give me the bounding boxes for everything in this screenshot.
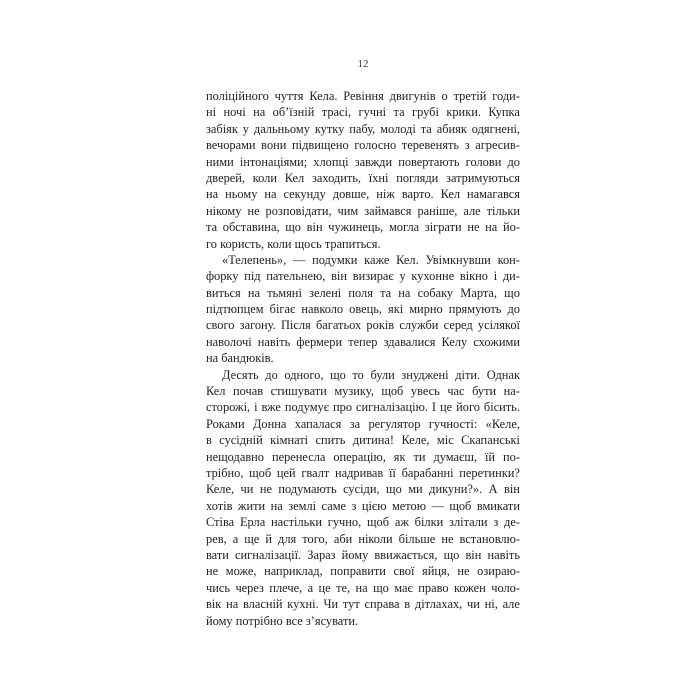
text-line-first: «Телепень», — подумки каже Кел. Увімкнувши кон- xyxy=(222,252,520,267)
text-line: Роками Донна хапалася за регулятор гучності: «Келе, xyxy=(206,416,520,431)
text-line: трібно, щоб цей гвалт надривав її барабанні перетинки? xyxy=(206,465,520,480)
text-line: наволочі навіть фермери тепер здавалися Келу схожими xyxy=(206,334,520,349)
text-line: в сусідній кімнаті спить дитина! Келе, міс Скапанські xyxy=(206,433,520,448)
text-line: вечорами вони підвищено голосно теревенять з агресив- xyxy=(206,138,520,153)
text-line: хотів жити на землі саме з цією метою — щоб вмикати xyxy=(206,498,520,513)
text-line: виться на тьмяні зелені поля та на собаку Марта, що xyxy=(206,285,520,300)
text-line: забіяк у дальньому кутку пабу, молоді та абияк одягнені, xyxy=(206,121,520,136)
text-line: ними інтонаціями; хлопці завжди повертають голови до xyxy=(206,154,520,169)
text-line: сторожі, і вже подумує про сигналізацію. І це його бісить. xyxy=(206,400,520,415)
text-line: вати сигналізації. Зараз йому ввижається, що він навіть xyxy=(206,547,520,562)
text-line: на ньому на секунду довше, ніж варто. Кел намагався xyxy=(206,187,520,202)
paragraph xyxy=(206,367,520,629)
text-line: підтюпцем бігає навколо овець, які мирно прямують до xyxy=(206,302,520,317)
text-line: вік на власній кухні. Чи тут справа в дітлахах, чи ні, але xyxy=(206,597,520,612)
text-line: поліційного чуття Кела. Ревіння двигунів о третій годи- xyxy=(206,89,520,103)
text-line: не може, наприклад, поправити свої яйця, не озираю- xyxy=(206,564,520,579)
text-line: чись через плече, а це те, на що має право кожен чоло- xyxy=(206,580,520,595)
text-line: нещодавно перенесла операцію, як ти думаєш, їй по- xyxy=(206,449,520,464)
text-line-last: йому потрібно все з’ясувати. xyxy=(206,613,359,628)
text-line: Кел почав стишувати музику, щоб увесь час бути на- xyxy=(206,384,520,399)
text-line: свого загону. Після багатьох років служби серед усілякої xyxy=(206,318,520,333)
text-line: форку під пательнею, він визирає у кухонне вікно і ди- xyxy=(206,269,520,284)
text-line: та обставина, що він чужинець, могла зіграти не на йо- xyxy=(206,220,520,235)
paragraph-continued xyxy=(206,88,520,252)
page-number: 12 xyxy=(357,58,369,70)
text-line: дверей, коли Кел заходить, їхні погляди затримуються xyxy=(206,170,520,185)
text-line-first: Десять до одного, що то були знуджені діти. Однак xyxy=(222,367,520,382)
text-line: нікому не розповідати, чим займався раніше, але тільки xyxy=(206,203,520,218)
text-line: Келе, чи не подумають сусіди, що ми дикуни?». А він xyxy=(206,482,520,497)
paragraph xyxy=(206,252,520,367)
text-line-last: го користь, коли щось трапиться. xyxy=(206,236,381,251)
text-line-last: на бандюків. xyxy=(206,351,274,366)
text-line: ні ночі на об’їзній трасі, гучні та грубі крики. Купка xyxy=(206,105,520,120)
body-text xyxy=(206,88,520,629)
text-line: рев, а ще й для того, аби ніколи більше не встановлю- xyxy=(206,531,520,546)
text-line: Стіва Ерла настільки гучно, щоб аж білки злітали з де- xyxy=(206,515,520,530)
